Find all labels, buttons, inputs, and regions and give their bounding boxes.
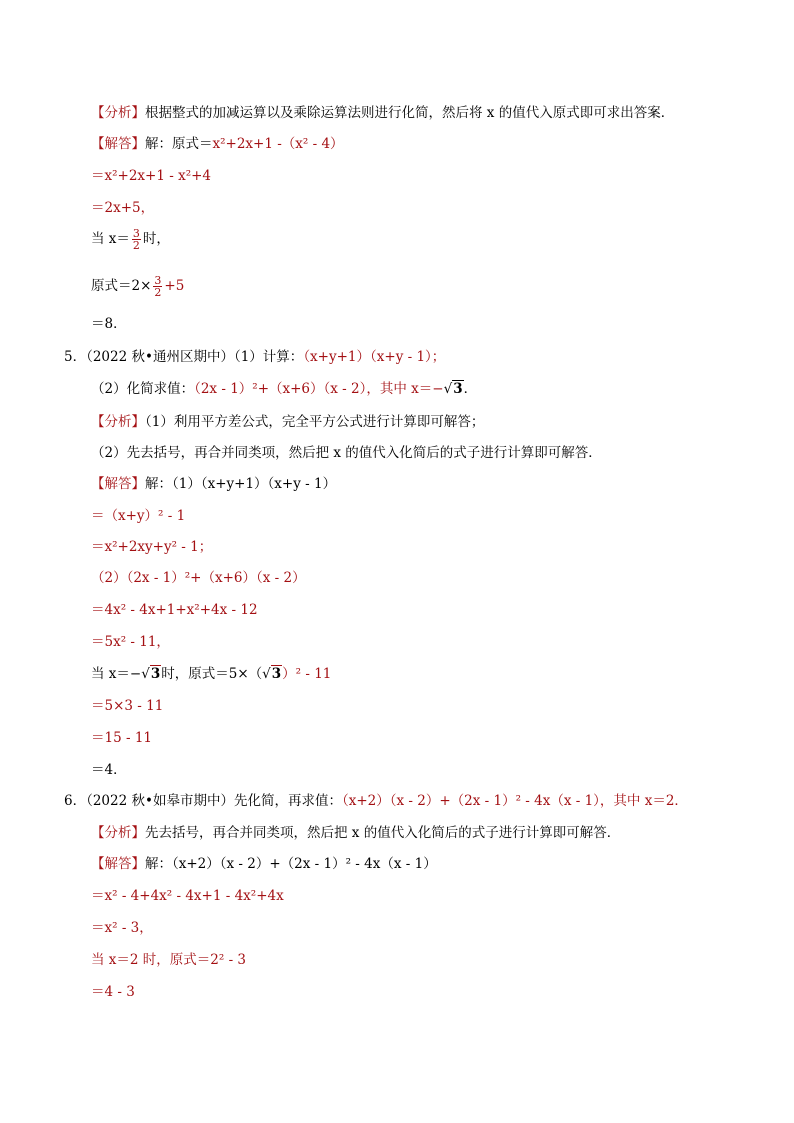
q4-result: ＝8． <box>91 316 127 332</box>
text: ）² - 11 <box>282 666 332 682</box>
radicand: 3 <box>271 666 282 682</box>
analysis-tag: 【分析】 <box>91 105 145 121</box>
sqrt-symbol: √3 <box>262 666 282 682</box>
answer-lead: 解：（x+2）（x - 2）+（2x - 1）² - 4x（x - 1） <box>145 856 437 872</box>
analysis-text: （1）利用平方差公式，完全平方公式进行计算即可解答； <box>145 414 485 430</box>
expression: （x+y+1）（x+y - 1）； <box>303 349 446 365</box>
analysis-tag: 【分析】 <box>91 825 145 841</box>
q5-step: ＝（x+y）² - 1 <box>91 508 186 524</box>
expression: （x+2）（x - 2）+（2x - 1）² - 4x（x - 1），其中 x＝2． <box>341 793 688 809</box>
fraction <box>132 228 141 251</box>
q5-header <box>64 347 445 367</box>
q6-header <box>64 791 688 811</box>
q6-analysis <box>91 823 620 843</box>
q4-step-4 <box>91 275 184 298</box>
q4-answer-line <box>91 134 344 154</box>
q4-step-2: ＝2x+5， <box>91 200 155 216</box>
text: 当 x＝− <box>91 666 142 682</box>
text: （1）计算： <box>233 349 304 365</box>
expression: （2x - 1）²+（x+6）（x - 2），其中 x＝− <box>194 381 444 397</box>
q4-step-3 <box>91 228 170 251</box>
text: ． <box>463 381 478 397</box>
radicand: 3 <box>453 381 463 397</box>
text: 当 x＝ <box>91 231 130 247</box>
q5-answer-line <box>91 474 336 494</box>
text: （2）化简求值： <box>91 381 195 397</box>
q5-step: ＝5x² - 11， <box>91 634 170 650</box>
q5-step: ＝15 - 11 <box>91 730 153 746</box>
fraction <box>153 275 162 298</box>
text: 时， <box>142 231 170 247</box>
answer-tag: 【解答】 <box>91 856 145 872</box>
answer-lead: 解：原式＝ <box>145 136 213 152</box>
text: 时，原式＝5×（ <box>161 666 263 682</box>
question-source: （2022 秋•通州区期中） <box>86 349 234 365</box>
q5-result: ＝4． <box>91 762 127 778</box>
q6-step: ＝4 - 3 <box>91 984 135 1000</box>
q6-step: 当 x＝2 时，原式＝2² - 3 <box>91 952 247 968</box>
answer-lead: 解：（1）（x+y+1）（x+y - 1） <box>145 476 337 492</box>
numerator: 3 <box>132 227 140 240</box>
denominator: 2 <box>132 239 140 252</box>
q5-step: （2）（2x - 1）²+（x+6）（x - 2） <box>91 570 306 586</box>
numerator: 3 <box>154 274 162 287</box>
q6-step: ＝x² - 4+4x² - 4x+1 - 4x²+4x <box>91 888 284 904</box>
answer-tag: 【解答】 <box>91 476 145 492</box>
q5-analysis-1 <box>91 412 484 432</box>
q5-step: ＝5×3 - 11 <box>91 698 164 714</box>
analysis-text: 根据整式的加减运算以及乘除运算法则进行化简，然后将 x 的值代入原式即可求出答案． <box>145 105 675 121</box>
q6-answer-line <box>91 854 437 874</box>
answer-expr: x²+2x+1 -（x² - 4） <box>212 136 344 152</box>
sqrt-symbol: √3 <box>443 381 463 397</box>
analysis-text: 先去括号，再合并同类项，然后把 x 的值代入化简后的式子进行计算即可解答． <box>145 825 621 841</box>
radicand: 3 <box>150 666 161 682</box>
q4-analysis <box>91 103 674 123</box>
sqrt-symbol: √3 <box>141 666 161 682</box>
text: 原式＝2× <box>91 278 152 294</box>
question-number: 5． <box>64 349 87 365</box>
text: +5 <box>164 278 185 294</box>
q5-step: ＝4x² - 4x+1+x²+4x - 12 <box>91 602 258 618</box>
text: 先化简，再求值： <box>233 793 342 809</box>
answer-tag: 【解答】 <box>91 136 145 152</box>
q5-substitution <box>91 664 331 684</box>
question-source: （2022 秋•如皋市期中） <box>86 793 234 809</box>
q5-analysis-2: （2）先去括号，再合并同类项，然后把 x 的值代入化简后的式子进行计算即可解答． <box>91 445 602 461</box>
denominator: 2 <box>154 286 162 299</box>
q6-step: ＝x² - 3， <box>91 920 153 936</box>
q4-step-1: ＝x²+2x+1 - x²+4 <box>91 168 212 184</box>
question-number: 6． <box>64 793 87 809</box>
q5-step: ＝x²+2xy+y² - 1； <box>91 539 213 555</box>
analysis-tag: 【分析】 <box>91 414 145 430</box>
q5-part2 <box>91 379 477 399</box>
